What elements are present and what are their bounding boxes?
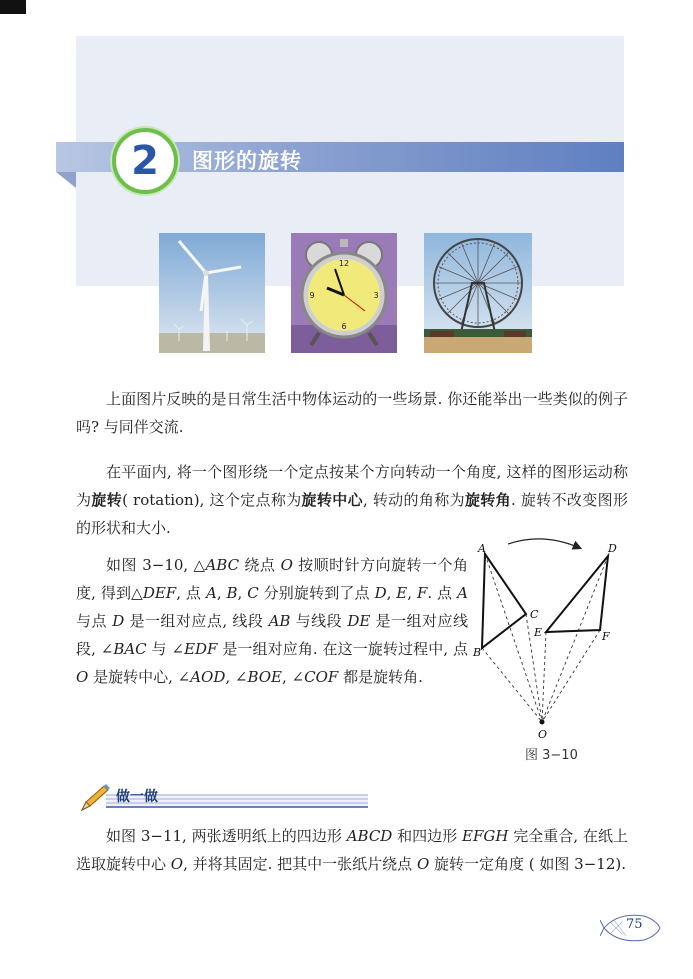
text-run: 是一组对应角. 在这一旋转过程中, 点 bbox=[217, 640, 468, 658]
text-run: 分别旋转到了点 bbox=[258, 584, 375, 602]
math-var: A bbox=[205, 584, 217, 602]
section-number-badge bbox=[112, 128, 178, 194]
term-rotation-center: 旋转中心 bbox=[301, 491, 363, 509]
triangle-abc bbox=[482, 554, 526, 648]
alarm-clock-photo bbox=[291, 233, 397, 353]
label-d: D bbox=[608, 542, 617, 555]
text-run: 是一组对应点, 线段 bbox=[124, 612, 269, 630]
text-run: 如图 3−10, △ bbox=[106, 556, 206, 574]
text-run: 在平面内, 将一个图形绕一个定点按某个方向转动一个角度, 这样的图形运动称为 bbox=[76, 463, 628, 509]
math-var: O bbox=[76, 668, 89, 686]
text-run: 是一组对应线段, ∠ bbox=[76, 612, 468, 658]
label-c: C bbox=[530, 608, 539, 621]
paragraph-example bbox=[76, 551, 468, 691]
svg-text:9: 9 bbox=[309, 291, 315, 300]
math-var: DE bbox=[347, 612, 371, 630]
math-var: AOD bbox=[190, 668, 226, 686]
math-var: C bbox=[247, 584, 259, 602]
activity-underline bbox=[106, 806, 368, 808]
text-run: 完全重合, 在纸上选取旋转中心 bbox=[76, 827, 628, 873]
math-var: AB bbox=[268, 612, 291, 630]
math-var: ABCD bbox=[346, 827, 393, 845]
math-var: BOE bbox=[247, 668, 283, 686]
math-var: COF bbox=[304, 668, 339, 686]
text-run: 与线段 bbox=[290, 612, 348, 630]
ferris-wheel-photo bbox=[424, 233, 532, 353]
page-number: 75 bbox=[626, 917, 643, 932]
text-run: ( rotation), 这个定点称为 bbox=[122, 491, 302, 509]
triangle-def bbox=[546, 556, 608, 632]
text-run: 按顺时针方向旋转一个角度, 得到△ bbox=[76, 556, 468, 602]
math-var: O bbox=[170, 855, 184, 873]
svg-text:12: 12 bbox=[338, 259, 350, 268]
svg-text:3: 3 bbox=[373, 291, 379, 300]
math-var: D bbox=[374, 584, 387, 602]
wind-turbine-photo bbox=[159, 233, 265, 353]
paragraph-intro-text: 上面图片反映的是日常生活中物体运动的一些场景. 你还能举出一些类似的例子吗? 与同伴交流. bbox=[76, 390, 628, 436]
corner-mark bbox=[0, 0, 26, 14]
text-run: 是旋转中心, ∠ bbox=[88, 668, 191, 686]
text-run: , 转动的角称为 bbox=[362, 491, 465, 509]
text-run: , bbox=[386, 584, 397, 602]
section-title: 图形的旋转 bbox=[192, 149, 302, 173]
label-e: E bbox=[534, 626, 543, 639]
text-run: 与点 bbox=[76, 612, 113, 630]
text-run: , ∠ bbox=[282, 668, 305, 686]
term-rotation-angle: 旋转角 bbox=[464, 491, 511, 509]
math-var: DEF bbox=[142, 584, 177, 602]
band-fold bbox=[56, 172, 76, 188]
section-number: 2 bbox=[131, 138, 159, 184]
text-run: 都是旋转角. bbox=[338, 668, 423, 686]
label-b: B bbox=[473, 646, 482, 659]
math-var: O bbox=[280, 556, 293, 574]
math-var: EDF bbox=[184, 640, 218, 658]
text-run: , 点 bbox=[176, 584, 206, 602]
text-run: 旋转一定角度 ( 如图 3−12). bbox=[429, 855, 626, 873]
text-run: 与 ∠ bbox=[146, 640, 185, 658]
math-var: A bbox=[457, 584, 468, 602]
label-o: O bbox=[538, 728, 548, 741]
text-run: 如图 3−11, 两张透明纸上的四边形 bbox=[106, 827, 347, 845]
text-run: , ∠ bbox=[225, 668, 248, 686]
term-rotation: 旋转 bbox=[91, 491, 123, 509]
math-var: E bbox=[396, 584, 408, 602]
activity-title: 做一做 bbox=[116, 789, 158, 805]
paragraph-activity bbox=[76, 822, 628, 878]
text-run: , 并将其固定. 把其中一张纸片绕点 bbox=[183, 855, 417, 873]
math-var: ABC bbox=[205, 556, 240, 574]
label-f: F bbox=[602, 630, 610, 643]
activity-header bbox=[76, 784, 376, 814]
center-point-o bbox=[540, 720, 545, 725]
text-run: 绕点 bbox=[239, 556, 281, 574]
pencil-icon bbox=[76, 784, 112, 814]
text-run: . 点 bbox=[427, 584, 458, 602]
math-var: D bbox=[112, 612, 125, 630]
label-a: A bbox=[478, 542, 486, 555]
math-var: F bbox=[416, 584, 428, 602]
math-var: BAC bbox=[113, 640, 147, 658]
text-run: , bbox=[407, 584, 417, 602]
text-run: 和四边形 bbox=[392, 827, 463, 845]
text-run: , bbox=[237, 584, 248, 602]
paragraph-intro bbox=[76, 385, 628, 441]
paragraph-definition bbox=[76, 458, 628, 542]
figure-caption: 图 3−10 bbox=[525, 748, 578, 763]
svg-text:6: 6 bbox=[341, 322, 347, 331]
rotation-figure bbox=[468, 536, 628, 766]
math-var: O bbox=[416, 855, 430, 873]
rotation-direction-arrow bbox=[508, 539, 580, 548]
math-var: EFGH bbox=[462, 827, 509, 845]
text-run: . 旋转不改变图形的形状和大小. bbox=[76, 491, 628, 537]
text-run: , bbox=[216, 584, 227, 602]
math-var: B bbox=[226, 584, 238, 602]
